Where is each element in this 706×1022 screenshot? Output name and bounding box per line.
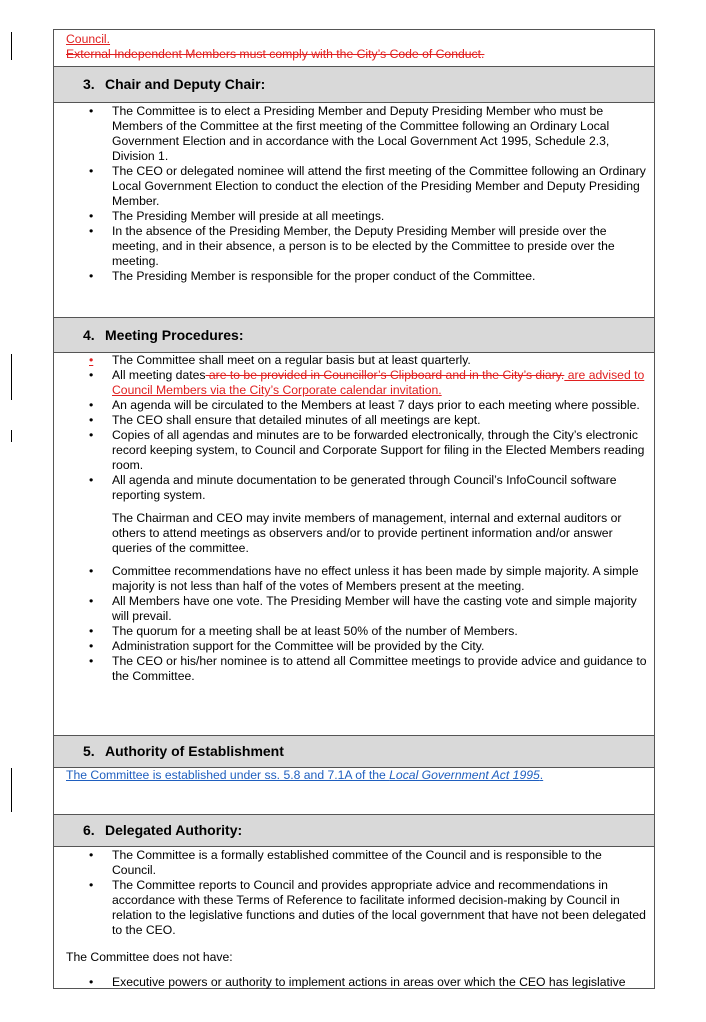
list-item: • All meeting dates are to be provided in Councillor’s Clipboard and in the City’s diary. are advised to Council Members via the City’s Corporate calendar invitation.	[89, 368, 645, 397]
section-5-heading: 5. Authority of Establishment	[53, 735, 655, 768]
list-item: • Committee recommendations have no effect unless it has been made by simple majority. A simple majority is not less than half of the votes of Members present at the meeting.	[89, 564, 639, 593]
list-item: • The CEO shall ensure that detailed minutes of all meetings are kept.	[89, 413, 481, 427]
list-item: • The Committee reports to Council and provides appropriate advice and recommendations in accordance with these Terms of Reference to facilitate informed decision-making by Council in relation to the legislative functions and duties of the local government that have not been delegated to the CEO.	[89, 878, 646, 937]
list-item: • The Committee is to elect a Presiding Member and Deputy Presiding Member who must be Members of the Committee at the first meeting of the Committee following an Ordinary Local Government Election and in accordance with the Local Government Act 1995, Schedule 2.3, Division 1.	[89, 104, 610, 163]
section-3-body	[53, 103, 655, 317]
section-6-list	[54, 847, 654, 938]
list-item: • The Committee is a formally established committee of the Council and is responsible to the Council.	[89, 848, 602, 877]
does-not-have-text: The Committee does not have:	[66, 950, 233, 964]
change-bar	[11, 354, 12, 400]
list-item: • An agenda will be circulated to the Members at least 7 days prior to each meeting where possible.	[89, 398, 640, 412]
change-bar	[11, 430, 12, 442]
change-bar	[11, 768, 12, 812]
section-3-list	[54, 103, 654, 284]
list-item: • All agenda and minute documentation to be generated through Council’s InfoCouncil software reporting system.	[89, 473, 617, 502]
section-4-heading: 4. Meeting Procedures:	[53, 317, 655, 353]
inserted-text: are advised to Council Members via the City’s Corporate calendar invitation.	[112, 368, 645, 397]
section-4-body	[53, 353, 655, 735]
section-3-heading: 3. Chair and Deputy Chair:	[53, 66, 655, 103]
list-item: • The CEO or delegated nominee will attend the first meeting of the Committee following an Ordinary Local Government Election to conduct the election of the Presiding Member and Deputy Presiding Member.	[89, 164, 646, 208]
section-4-list	[54, 353, 654, 503]
list-item: • The Committee shall meet on a regular basis but at least quarterly.	[89, 353, 471, 367]
list-item: • All Members have one vote. The Presiding Member will have the casting vote and simple majority will prevail.	[89, 594, 637, 623]
deleted-conduct-text: External Independent Members must comply with the City’s Code of Conduct.	[66, 47, 485, 61]
list-item: • The Presiding Member is responsible for the proper conduct of the Committee.	[89, 269, 536, 283]
list-item: • The CEO or his/her nominee is to attend all Committee meetings to provide advice and guidance to the Committee.	[89, 654, 647, 683]
list-item: • Administration support for the Committee will be provided by the City.	[89, 639, 485, 653]
deleted-text: are to be provided in Councillor’s Clipboard and in the City’s diary.	[205, 368, 565, 382]
list-item: • In the absence of the Presiding Member, the Deputy Presiding Member will preside over the meeting, and in their absence, a person is to be elected by the Committee to preside over the meeting.	[89, 224, 615, 268]
invite-paragraph: The Chairman and CEO may invite members of management, internal and external auditors or others to attend meetings as observers and/or to provide pertinent information and/or answer queries of the committee.	[112, 511, 622, 555]
deleted-council-text: Council.	[66, 32, 111, 46]
list-item: • The quorum for a meeting shall be at least 50% of the number of Members.	[89, 624, 518, 638]
section-6-list-2	[54, 975, 654, 990]
section-5-body	[53, 768, 655, 814]
list-item: • Copies of all agendas and minutes are to be forwarded electronically, through the City’s electronic record keeping system, to Council and Corporate Support for filing in the Elected Members reading room.	[89, 428, 645, 472]
list-item: • Executive powers or authority to implement actions in areas over which the CEO has legislative	[89, 975, 626, 989]
list-item: • The Presiding Member will preside at all meetings.	[89, 209, 385, 223]
top-section	[53, 29, 655, 66]
section-4-list-2	[54, 564, 654, 684]
change-bar	[11, 32, 12, 60]
section-6-heading: 6. Delegated Authority:	[53, 814, 655, 847]
section-6-body	[53, 847, 655, 989]
establishment-text: The Committee is established under ss. 5.8 and 7.1A of the Local Government Act 1995.	[66, 768, 544, 782]
